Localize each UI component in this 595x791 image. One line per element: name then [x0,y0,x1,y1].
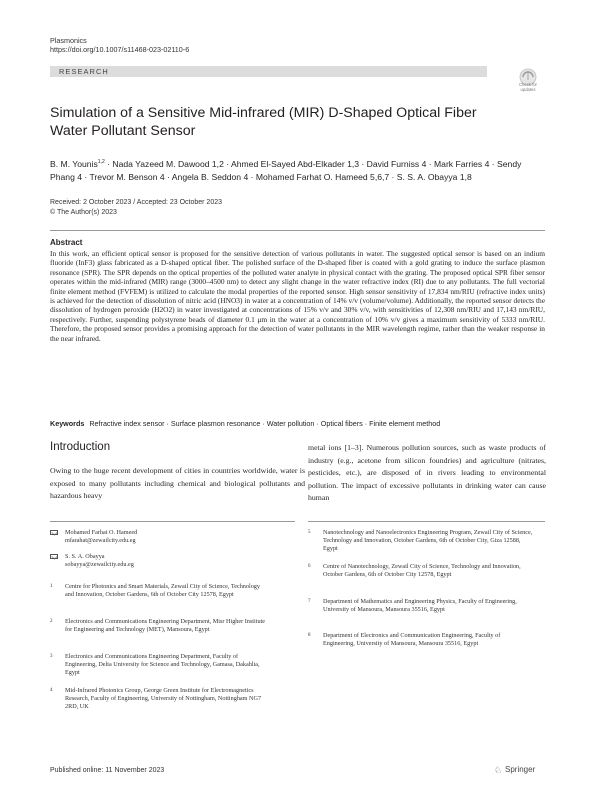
envelope-icon [50,554,58,559]
footnote-rule-right [308,521,545,522]
contact-1 [50,529,300,545]
published-date: Published online: 11 November 2023 [50,767,165,774]
keywords-text: Refractive index sensor · Surface plasmon resonance · Water pollution · Optical fibers · Finite element method [89,419,441,428]
section-label: RESEARCH [59,67,109,76]
divider-top [50,230,545,231]
first-author: B. M. Younis [50,158,98,169]
copyright: © The Author(s) 2023 [50,208,117,216]
doi-link[interactable]: https://doi.org/10.1007/s11468-023-02110-6 [50,45,190,54]
contact-email[interactable]: sobayya@zewailcity.edu.eg [65,561,134,569]
journal-name: Plasmonics [50,36,87,45]
contact-2 [50,553,300,569]
section-bar [50,66,487,77]
first-author-affil: 1,2 [97,159,105,165]
intro-heading: Introduction [50,441,111,453]
keywords-label: Keywords [50,419,85,428]
affiliation-7: 7 Department of Mathematics and Engineering Physics, Faculty of Engineering, University of Mansoura, Mansoura 35516, Egypt [308,598,517,614]
abstract-text: In this work, an efficient optical sensor is proposed for the sensitive detection of various pollutants in water. The suggested optical sensor is based on an indium fluoride (InF3) glass fabricated as a D-shaped optical fiber. The polished surface of the D-shaped fiber is coated with a gold grating to induce the surface plasmon resonance (SPR). The SPR depends on the optical properties of the polluted water analyte in physical contact with the grating. The proposed optical SPR fiber sensor operates within the mid-infrared (MIR) range (3000–4500 nm) to detect any slight change in the water refractive index (RI) due to any pollutants. The full vectorial finite element method (FVFEM) is utilized to calculate the modal properties of the reported sensor. High sensor sensitivity of 17,834 nm/RIU (refractive index units) is achieved for the detection of dissolution of nitric acid (HNO3) in water at a concentration of 14% v/v (volume/volume). Additionally, the reported sensor detects the dissolution of hydrogen peroxide (H2O2) in water investigated at concentrations of 15% v/v and 30% v/v, with sensitivities of 12,308 nm/RIU and 17,143 nm/RIU, respectively. Further, suspending polystyrene beads of diameter 0.1 μm in the water at a concentration of 10% v/v gives a maximum sensitivity of 5333 nm/RIU. Therefore, the proposed sensor provides a promising approach for the detection of water pollutants in the MIR wavelength regime, rather than the weaker response in the near infrared. [50,249,545,343]
affiliation-2: 2 Electronics and Communications Engineering Department, Misr Higher Institute for Engineering and Technology (MET), Mansoura, Egypt [50,618,266,634]
dates-block [50,198,222,217]
envelope-icon [50,530,58,535]
publisher-name: Springer [505,765,536,774]
intro-left-text: Owing to the huge recent development of cities in countries worldwide, water is exposed to many pollutants including chemical and biological pollutants and hazardous heavy [50,466,305,501]
received-accepted: Received: 2 October 2023 / Accepted: 23 October 2023 [50,199,222,206]
check-updates-label: Check for updates [519,82,537,92]
affiliation-5: 5 Nanotechnology and Nanoelectronics Engineering Program, Zewail City of Science, Technology and Innovation, October Gardens, 6th of October City, Giza 12588, Egypt [308,529,533,553]
affiliation-8: 8 Department of Electronics and Communication Engineering, Faculty of Engineering, University of Mansoura, Mansoura 35516, Egypt [308,632,501,648]
author-list [50,156,530,184]
affiliation-6: 6 Centre of Nanotechnology, Zewail City of Science, Technology and Innovation, October Gardens, 6th of October City 12578, Egypt [308,563,521,579]
affiliation-1: 1 Centre for Photonics and Smart Materials, Zewail City of Science, Technology and Innovation, October Gardens, 6th of October City 12578, Egypt [50,583,260,599]
intro-right-text: metal ions [1–3]. Numerous pollution sources, such as waste products of industry (e.g., acetone from silicon foundries) and agriculture (nitrates, pesticides, etc.), are disposed of in rivers leading to environmental pollution. The impact of excessive pollutants in drinking water can cause human [308,443,546,503]
other-authors: · Nada Yazeed M. Dawood 1,2 · Ahmed El-Sayed Abd-Elkader 1,3 · David Furniss 4 · Mark Farries 4 · Sendy Phang 4 · Trevor M. Benson 4 · Angela B. Seddon 4 · Mohamed Farhat O. Hameed 5,6,7 · S. S. A. Obayya 1,8 [50,158,522,182]
contact-name: S. S. A. Obayya [65,553,105,560]
footnote-rule-left [50,521,295,522]
contact-email[interactable]: mfarahat@zewailcity.edu.eg [65,537,136,545]
keywords-line [50,419,545,428]
contact-name: Mohamed Farhat O. Hameed [65,529,138,536]
abstract-heading: Abstract [50,238,83,247]
affiliation-4: 4 Mid-Infrared Photonics Group, George Green Institute for Electromagnetics Research, Faculty of Engineering, University of Nottingham, Nottingham NG7 2RD, UK [50,687,262,711]
affiliation-3: 3 Electronics and Communications Engineering Department, Faculty of Engineering, Delta University for Science and Technology, Gamasa, Dakahlia, Egypt [50,653,260,677]
paper-title: Simulation of a Sensitive Mid-infrared (MIR) D-Shaped Optical Fiber Water Pollutant Sensor [50,105,477,139]
springer-horse-icon: ♘ [494,765,503,775]
